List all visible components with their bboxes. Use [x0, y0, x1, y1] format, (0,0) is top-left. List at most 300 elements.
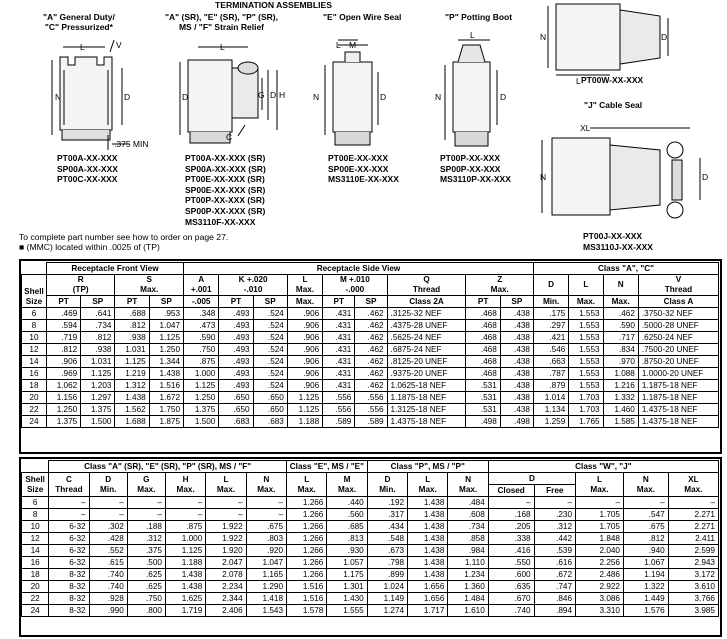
table2-cell: .685	[327, 521, 367, 533]
table1-cell: 1.0625-18 NEF	[387, 380, 466, 392]
strain-part-numbers: PT00A-XX-XXX (SR) SP00A-XX-XXX (SR) PT00E-XX-XXX (SR) SP00E-XX-XXX (SR) PT00P-XX-XXX (SR) SP00P-XX-XXX (SR) MS3110F-XX-XXX	[185, 153, 266, 227]
table2-cell: 22	[22, 593, 49, 605]
spec-table-1: Receptacle Front View Receptacle Side View Class "A", "C" Shell Size R (TP) S Max. A +.001 K +.020 -.010 L Max. M +.010 -.000 Q Thread Z Max. D L N V Thread PT SP PT SP -.005 PT SP Max. PT SP Class 2A PT SP Min. Max. Max. Class A 6 .469 .641 .688 .953 .348 .493 .524 .906 .431 .462 .3125-32 NEF .468 .438 .175 1.553 .462 .3750-32 NEF 8 .594 .734 .812 1.047 .473 .493 .524 .906 .431 .462 .4375-28 UNEF .468 .438 .297 1.553 .590 .5000-28 UNEF 10 .719 .812 .938 1.125 .590 .493 .524 .906 .431 .462 .5625-24 NEF .468 .438 .421 1.553 .717 .6250-24 NEF 12 .812 .938 1.031 1.250 .750 .493 .524 .906 .431 .462 .6875-24 NEF .468 .438 .546 1.553 .834 .7500-20 UNEF 14 .906 1.031 1.125 1.344 .875 .493 .524 .906 .431 .462 .8125-20 UNEF .468 .438 .663 1.553 .970 .8750-20 UNEF 16 .969 1.125 1.219 1.438 1.000 .493 .524 .906 .431 .462 .9375-20 UNEF .468 .438 .787 1.553 1.088 1.0000-20 UNEF 18 1.062 1.203 1.312 1.516 1.125 .493 .524 .906 .431 .462 1.0625-18 NEF .531 .438 .879 1.553 1.216 1.1875-18 NEF 20 1.156 1.297 1.438 1.672 1.250 .650 .650 1.125 .556 .556 1.1875-18 NEF .531 .438 1.014 1.703 1.332 1.1875-18 NEF 22 1.250 1.375 1.562 1.750 1.375 .650 .650 1.125 .556 .556 1.3125-18 NEF .531 .438 1.134 1.703 1.460 1.4375-18 NEF 24 1.375 1.500 1.688 1.875 1.500 .683 .683 1.188 .589 .589 1.4375-18 NEF .498 .498 1.259 1.765 1.585 1.4375-18 NEF	[21, 262, 719, 428]
potting-boot-drawing	[445, 40, 497, 146]
table2-cell: 3.086	[576, 593, 624, 605]
table1-cell: 16	[22, 368, 47, 380]
table2-cell: 1.438	[408, 569, 448, 581]
table1-cell: 1.1875-18 NEF	[387, 392, 466, 404]
table1-cell: .650	[253, 392, 287, 404]
cable-seal-label: "J" Cable Seal	[584, 100, 643, 110]
table1-cell: .438	[500, 356, 533, 368]
table1-row	[22, 416, 719, 428]
table1-cell: .594	[46, 320, 80, 332]
table1-cell: .906	[287, 380, 322, 392]
table1-cell: 1.4375-18 NEF	[638, 416, 718, 428]
table2-cell: .920	[246, 545, 286, 557]
table1-cell: .834	[603, 344, 638, 356]
general-duty-label: "A" General Duty/ "C" Pressurized*	[43, 12, 115, 32]
table1-cell: .493	[219, 344, 253, 356]
dim-d2-strain: D	[270, 90, 277, 100]
table2-cell: 1.719	[165, 605, 205, 617]
group-class-wj: Class "W", "J"	[488, 461, 718, 473]
table1-cell: .524	[253, 320, 287, 332]
table1-cell: .7500-20 UNEF	[638, 344, 718, 356]
table2-cell: 1.438	[165, 581, 205, 593]
table2-cell: –	[624, 497, 669, 509]
table1-cell: .556	[323, 404, 355, 416]
table1-cell: 1.375	[46, 416, 80, 428]
group-front-view: Receptacle Front View	[46, 263, 183, 275]
table1-row	[22, 344, 719, 356]
table1-cell: 6	[22, 308, 47, 320]
table1-cell: .589	[323, 416, 355, 428]
table2-cell: 14	[22, 545, 49, 557]
table1-cell: 1.014	[533, 392, 568, 404]
table2-cell: 1.578	[287, 605, 327, 617]
table1-cell: 1.344	[149, 356, 183, 368]
table2-cell: 1.555	[327, 605, 367, 617]
table1-cell: 1.553	[569, 308, 603, 320]
table2-cell: .192	[367, 497, 407, 509]
table1-cell: 1.765	[569, 416, 603, 428]
table2-cell: .750	[127, 593, 165, 605]
table1-cell: .589	[355, 416, 387, 428]
table1-cell: 1.216	[603, 380, 638, 392]
table2-cell: .168	[488, 509, 534, 521]
table1-cell: 1.375	[81, 404, 115, 416]
table1-cell: 1.4375-18 NEF	[387, 416, 466, 428]
table2-cell: 1.047	[246, 557, 286, 569]
table2-cell: 1.922	[206, 521, 246, 533]
table1-cell: .556	[355, 404, 387, 416]
table2-cell: .616	[534, 557, 575, 569]
table2-cell: .615	[89, 557, 127, 569]
table2-cell: 1.438	[165, 569, 205, 581]
table2-cell: .740	[89, 569, 127, 581]
table1-row	[22, 320, 719, 332]
table1-row	[22, 332, 719, 344]
general-part-numbers: PT00A-XX-XXX SP00A-XX-XXX PT00C-XX-XXX	[57, 153, 118, 185]
table1-cell: .462	[355, 368, 387, 380]
table2-cell: .800	[127, 605, 165, 617]
col-a: A +.001	[184, 275, 219, 296]
table1-cell: .688	[115, 308, 149, 320]
table1-cell: 1.553	[569, 380, 603, 392]
table2-cell: 2.943	[668, 557, 718, 569]
dim-c-strain: C	[226, 132, 233, 142]
table1-cell: 1.297	[81, 392, 115, 404]
col-d: D	[533, 275, 568, 296]
table2-cell: 1.290	[246, 581, 286, 593]
table1-cell: .906	[287, 332, 322, 344]
table1-cell: .438	[500, 320, 533, 332]
table1-cell: .5000-28 UNEF	[638, 320, 718, 332]
table2-cell: 20	[22, 581, 49, 593]
table2-cell: 1.266	[287, 557, 327, 569]
dim-v-general: V	[116, 40, 122, 50]
table1-cell: .683	[253, 416, 287, 428]
table2-cell: –	[89, 497, 127, 509]
table2-cell: 1.234	[448, 569, 488, 581]
table2-cell: .230	[534, 509, 575, 521]
table2-cell: .734	[448, 521, 488, 533]
table2-cell: 3.985	[668, 605, 718, 617]
table1-cell: .879	[533, 380, 568, 392]
table2-cell: .428	[89, 533, 127, 545]
open-wire-drawing	[325, 40, 378, 145]
table1-cell: 1.500	[184, 416, 219, 428]
table2-cell: 2.078	[206, 569, 246, 581]
table2-cell: .899	[367, 569, 407, 581]
table2-cell: 8	[22, 509, 49, 521]
dim-n-openwire: N	[313, 92, 320, 102]
table2-cell: .670	[488, 593, 534, 605]
table2-cell: 1.625	[165, 593, 205, 605]
table2-cell: 1.438	[408, 533, 448, 545]
table2-cell: 1.194	[624, 569, 669, 581]
table2-cell: .375	[127, 545, 165, 557]
table2-cell: 2.406	[206, 605, 246, 617]
table2-cell: 3.610	[668, 581, 718, 593]
table2-cell: 1.656	[408, 593, 448, 605]
table2-cell: 1.438	[408, 545, 448, 557]
dim-d-potting: D	[500, 92, 507, 102]
col-n: N	[603, 275, 638, 296]
table2-cell: –	[165, 509, 205, 521]
connector-drawings	[0, 0, 727, 258]
w-connector-drawing	[548, 4, 668, 75]
table2-cell: 24	[22, 605, 49, 617]
table1-cell: 1.250	[149, 344, 183, 356]
table1-row	[22, 404, 719, 416]
table1-cell: 1.500	[81, 416, 115, 428]
table2-cell: .928	[89, 593, 127, 605]
table2-cell: 2.599	[668, 545, 718, 557]
table2-row	[22, 569, 719, 581]
table2-cell: 2.344	[206, 593, 246, 605]
table1-cell: 1.125	[81, 368, 115, 380]
dim-l-strain: L	[220, 42, 225, 52]
table2-cell: 8-32	[49, 569, 89, 581]
table1-cell: .493	[219, 368, 253, 380]
table1-cell: .546	[533, 344, 568, 356]
dim-l-openwire: L	[336, 40, 341, 50]
table2-cell: 2.922	[576, 581, 624, 593]
table1-cell: .524	[253, 308, 287, 320]
table2-cell: –	[206, 509, 246, 521]
table1-cell: .717	[603, 332, 638, 344]
table1-cell: 1.125	[149, 332, 183, 344]
table1-cell: .468	[466, 308, 500, 320]
table1-cell: 1.203	[81, 380, 115, 392]
table1-cell: .438	[500, 404, 533, 416]
table1-row	[22, 308, 719, 320]
table1-cell: .3125-32 NEF	[387, 308, 466, 320]
table1-cell: .438	[500, 368, 533, 380]
table2-cell: 1.175	[327, 569, 367, 581]
table2-cell: .416	[488, 545, 534, 557]
table2-cell: .747	[534, 581, 575, 593]
table2-cell: .930	[327, 545, 367, 557]
table1-cell: .493	[219, 356, 253, 368]
table2-cell: 1.516	[287, 581, 327, 593]
table2-cell: 16	[22, 557, 49, 569]
table1-cell: .468	[466, 356, 500, 368]
table2-cell: .625	[127, 581, 165, 593]
cable-part-numbers: PT00J-XX-XXX MS3110J-XX-XXX	[583, 231, 653, 252]
table1-cell: .650	[253, 404, 287, 416]
table1-cell: 1.438	[115, 392, 149, 404]
table1-cell: .438	[500, 308, 533, 320]
table1-cell: .641	[81, 308, 115, 320]
table1-cell: .524	[253, 332, 287, 344]
table1-cell: .493	[219, 320, 253, 332]
table1-cell: 1.156	[46, 392, 80, 404]
table1-cell: 1.562	[115, 404, 149, 416]
table1-cell: .431	[323, 308, 355, 320]
table1-cell: 1.031	[81, 356, 115, 368]
table1-cell: .970	[603, 356, 638, 368]
table1-cell: 18	[22, 380, 47, 392]
table1-cell: 1.585	[603, 416, 638, 428]
table2-cell: 1.438	[408, 521, 448, 533]
dim-l-potting: L	[470, 30, 475, 40]
table2-row	[22, 533, 719, 545]
strain-relief-label: "A" (SR), "E" (SR), "P" (SR), MS / "F" Strain Relief	[165, 12, 278, 32]
table2-cell: 1.266	[287, 545, 327, 557]
general-duty-drawing	[52, 40, 130, 150]
table2-cell: 1.266	[287, 509, 327, 521]
table2-cell: 2.271	[668, 509, 718, 521]
table2-cell: 6	[22, 497, 49, 509]
col-s: S Max.	[115, 275, 184, 296]
note-order: To complete part number see how to order on page 27.	[19, 232, 229, 242]
table2-cell: 1.360	[448, 581, 488, 593]
table1-cell: 1.672	[149, 392, 183, 404]
table1-cell: 8	[22, 320, 47, 332]
table2-cell: –	[206, 497, 246, 509]
table1-row	[22, 356, 719, 368]
table1-cell: .531	[466, 404, 500, 416]
table2-cell: 6-32	[49, 521, 89, 533]
dim-n-w: N	[540, 32, 547, 42]
table1-cell: .650	[219, 392, 253, 404]
group-strain-relief: Class "A" (SR), "E" (SR), "P" (SR), MS / "F"	[49, 461, 287, 473]
table1-cell: .683	[219, 416, 253, 428]
table1-cell: .462	[355, 320, 387, 332]
table2-cell: .317	[367, 509, 407, 521]
table1-cell: .663	[533, 356, 568, 368]
table1-cell: .6875-24 NEF	[387, 344, 466, 356]
table2-cell: .302	[89, 521, 127, 533]
table1-row	[22, 392, 719, 404]
dim-d-openwire: D	[380, 92, 387, 102]
table2-cell: 1.266	[287, 533, 327, 545]
table1-cell: .462	[355, 380, 387, 392]
table2-cell: 1.438	[408, 497, 448, 509]
table2-cell: 1.165	[246, 569, 286, 581]
table1-cell: 12	[22, 344, 47, 356]
table1-cell: 1.750	[149, 404, 183, 416]
table2-cell: 1.920	[206, 545, 246, 557]
table2-cell: .672	[534, 569, 575, 581]
table2-cell: .539	[534, 545, 575, 557]
table1-cell: .812	[115, 320, 149, 332]
table1-cell: .938	[115, 332, 149, 344]
table1-cell: 1.125	[184, 380, 219, 392]
table2-cell: –	[127, 509, 165, 521]
table2-cell: 8-32	[49, 593, 89, 605]
dim-g-strain: G	[258, 90, 265, 100]
table1-cell: .531	[466, 392, 500, 404]
table1-cell: .8750-20 UNEF	[638, 356, 718, 368]
table2-cell: –	[49, 509, 89, 521]
col-l: L Max.	[287, 275, 322, 296]
table1-cell: 1.688	[115, 416, 149, 428]
table2-cell: 1.322	[624, 581, 669, 593]
col-k: K +.020 -.010	[219, 275, 288, 296]
table2-cell: .550	[488, 557, 534, 569]
table2-cell: .188	[127, 521, 165, 533]
table2-cell: 1.848	[576, 533, 624, 545]
table1-cell: 1.1875-18 NEF	[638, 380, 718, 392]
table2-row	[22, 605, 719, 617]
table1-cell: .938	[81, 344, 115, 356]
table2-cell: .635	[488, 581, 534, 593]
dim-n-potting: N	[435, 92, 442, 102]
openwire-part-numbers: PT00E-XX-XXX SP00E-XX-XXX MS3110E-XX-XXX	[328, 153, 399, 185]
table2-cell: 1.576	[624, 605, 669, 617]
table2-cell: –	[246, 497, 286, 509]
table2-cell: 1.705	[576, 509, 624, 521]
table2-cell: 2.047	[206, 557, 246, 569]
table1-cell: .906	[287, 308, 322, 320]
col2-shell-size: Shell Size	[22, 473, 49, 497]
table2-cell: 12	[22, 533, 49, 545]
table2-cell: .813	[327, 533, 367, 545]
table2-cell: .338	[488, 533, 534, 545]
table2-cell: 6-32	[49, 557, 89, 569]
table2-row	[22, 509, 719, 521]
dim-d-strain: D	[182, 92, 189, 102]
cable-seal-drawing	[542, 128, 700, 218]
table1-cell: 1.250	[46, 404, 80, 416]
table2-row	[22, 593, 719, 605]
table1-cell: .493	[219, 308, 253, 320]
table1-row	[22, 368, 719, 380]
table1-cell: .9375-20 UNEF	[387, 368, 466, 380]
dim-min-general: .375 MIN	[114, 139, 149, 149]
table2-cell: 1.057	[327, 557, 367, 569]
table2-cell: 1.301	[327, 581, 367, 593]
table1-cell: .5625-24 NEF	[387, 332, 466, 344]
table2-row	[22, 521, 719, 533]
table2-cell: 1.266	[287, 521, 327, 533]
table1-cell: .468	[466, 344, 500, 356]
table1-cell: .438	[500, 380, 533, 392]
table2-cell: 1.067	[624, 557, 669, 569]
table2-cell: .500	[127, 557, 165, 569]
table2-cell: .894	[534, 605, 575, 617]
table2-cell: –	[668, 497, 718, 509]
table2-cell: 1.543	[246, 605, 286, 617]
table2-cell: .673	[367, 545, 407, 557]
table2-cell: 18	[22, 569, 49, 581]
table2-cell: 1.418	[246, 593, 286, 605]
table1-cell: .906	[287, 356, 322, 368]
table1-cell: 1.125	[287, 404, 322, 416]
table2-cell: .442	[534, 533, 575, 545]
table2-cell: 1.449	[624, 593, 669, 605]
table1-cell: .750	[184, 344, 219, 356]
table1-cell: .473	[184, 320, 219, 332]
table2-cell: 8-32	[49, 605, 89, 617]
dim-d-w: D	[661, 32, 668, 42]
table2-cell: –	[246, 509, 286, 521]
table1-cell: 1.219	[115, 368, 149, 380]
table1-cell: .462	[355, 308, 387, 320]
table2-cell: 1.110	[448, 557, 488, 569]
table2-cell: 2.271	[668, 521, 718, 533]
dim-d-cable: D	[702, 172, 709, 182]
table2-cell: .798	[367, 557, 407, 569]
table2-cell: 10	[22, 521, 49, 533]
dim-n-general: N	[55, 92, 62, 102]
table2-cell: .675	[624, 521, 669, 533]
table2-cell: .740	[488, 605, 534, 617]
table1-cell: .3750-32 NEF	[638, 308, 718, 320]
table2-cell: 3.766	[668, 593, 718, 605]
table2-cell: .858	[448, 533, 488, 545]
table1-cell: .556	[323, 392, 355, 404]
table2-cell: 1.274	[367, 605, 407, 617]
table2-cell: 1.516	[287, 593, 327, 605]
potting-boot-label: "P" Potting Boot	[445, 12, 513, 22]
table2-cell: .875	[165, 521, 205, 533]
table2-cell: .812	[624, 533, 669, 545]
table2-cell: .547	[624, 509, 669, 521]
table1-cell: .468	[466, 332, 500, 344]
table2-row	[22, 581, 719, 593]
table1-cell: .875	[184, 356, 219, 368]
table2-cell: –	[165, 497, 205, 509]
col-q: Q Thread	[387, 275, 466, 296]
table1-cell: .431	[323, 356, 355, 368]
table2-cell: 6-32	[49, 545, 89, 557]
table1-cell: .590	[184, 332, 219, 344]
table1-cell: .4375-28 UNEF	[387, 320, 466, 332]
table1-cell: .498	[500, 416, 533, 428]
table1-cell: .462	[355, 344, 387, 356]
table1-cell: 1.553	[569, 332, 603, 344]
table1-cell: 1.125	[287, 392, 322, 404]
table1-cell: .438	[500, 392, 533, 404]
table2-cell: 8-32	[49, 581, 89, 593]
table2-cell: –	[534, 497, 575, 509]
spec-table-2: Class "A" (SR), "E" (SR), "P" (SR), MS / "F" Class "E", MS / "E" Class "P", MS / "P" Class "W", "J" Shell Size C Thread D Min. G Max. H Max. L Max. N Max. L Max. M Max. D Min. L Max. N Max. D L Max. N Max. XL Max. Closed Free 6 – – – – – – 1.266 .440 .192 1.438 .484 – – – – – 8 – – – – – – 1.266 .560 .317 1.438 .608 .168 .230 1.705 .547 2.271 10 6-32 .302 .188 .875 1.922 .675 1.266 .685 .434 1.438 .734 .205 .312 1.705 .675 2.271 12 6-32 .428 .312 1.000 1.922 .803 1.266 .813 .548 1.438 .858 .338 .442 1.848 .812 2.411 14 6-32 .552 .375 1.125 1.920 .920 1.266 .930 .673 1.438 .984 .416 .539 2.040 .940 2.599 16 6-32 .615 .500 1.188 2.047 1.047 1.266 1.057 .798 1.438 1.110 .550 .616 2.256 1.067 2.943 18 8-32 .740 .625 1.438 2.078 1.165 1.266 1.175 .899 1.438 1.234 .600 .672 2.486 1.194 3.172 20 8-32 .740 .625 1.438 2.234 1.290 1.516 1.301 1.024 1.656 1.360 .635 .747 2.922 1.322 3.610 22 8-32 .928 .750 1.625 2.344 1.418 1.516 1.430 1.149 1.656 1.484 .670 .846 3.086 1.449 3.766 24 8-32 .990 .800 1.719 2.406 1.543 1.578 1.555 1.274 1.717 1.610 .740 .894 3.310 1.576 3.985	[21, 460, 719, 617]
table1-cell: .431	[323, 380, 355, 392]
table1-cell: 1.047	[149, 320, 183, 332]
table2-row	[22, 497, 719, 509]
table1-cell: .953	[149, 308, 183, 320]
table1-cell: 1.553	[569, 368, 603, 380]
table1-cell: .524	[253, 344, 287, 356]
table2-cell: 3.310	[576, 605, 624, 617]
table1-cell: 1.3125-18 NEF	[387, 404, 466, 416]
table1-cell: 1.438	[149, 368, 183, 380]
table1-row	[22, 380, 719, 392]
